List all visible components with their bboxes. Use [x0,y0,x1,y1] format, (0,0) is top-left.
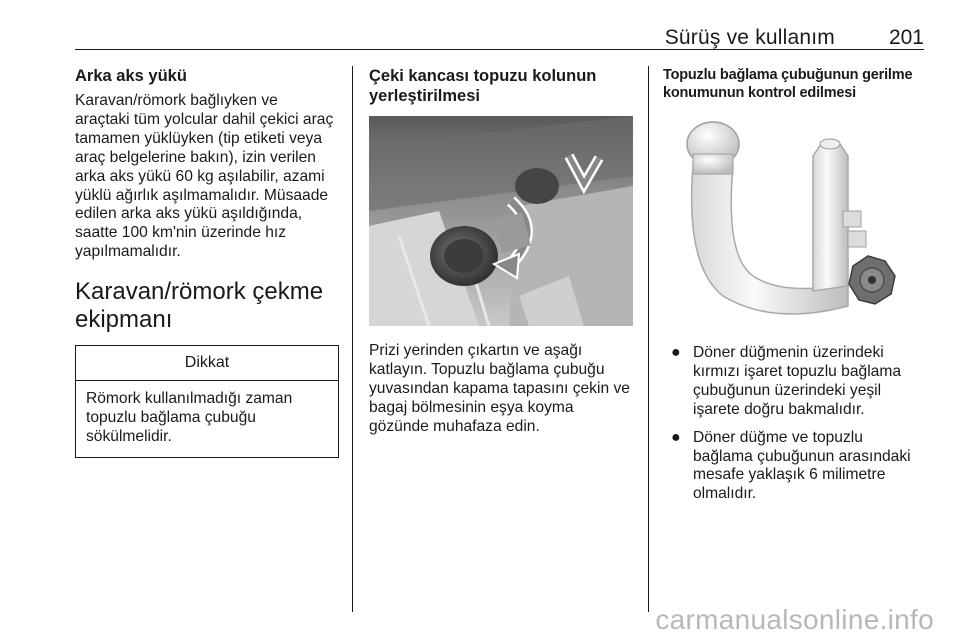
column-divider-left [352,66,353,612]
bullet-icon: ● [671,428,681,446]
bullet-icon: ● [671,344,681,361]
header-rule [75,49,924,50]
caution-notice [75,345,339,458]
column-right [663,66,927,513]
section-title: Sürüş ve kullanım [664,26,835,49]
tow-ball-bar-illustration [663,116,927,330]
column-divider-right [648,66,649,612]
watermark: carmanualsonline.info [655,604,934,635]
rear-axle-paragraph: Karavan/römork bağlıyken ve araçtaki tüm yolcular dahil çekici araç tamamen yüklüyken (tip etiketi veya araç belgelerine bakın), izin verilen arka aks yükü 60 kg aşılabilir, azami yüklü ağırlık aşılmamalıdır. Müsaade edilen arka aks yükü aşıldığında, saatte 100 km'nin üzerinde hız yapılmamalıdır. [75,92,334,261]
tension-check-heading: Topuzlu bağlama çubuğunun gerilme konumunun kontrol edilmesi [663,67,913,101]
tow-ball-photo [663,116,927,330]
tow-socket-photo [369,116,633,326]
towing-equipment-heading: Karavan/römork çekme ekipmanı [75,278,324,333]
rear-axle-heading: Arka aks yükü [75,67,187,85]
tow-ball-insert-paragraph: Prizi yerinden çıkartın ve aşağı katlayın. Topuzlu bağlama çubuğu yuvasından kapama tapasını çekin ve bagaj bölmesinin eşya koyma gözünde muhafaza edin. [369,342,630,435]
page-number: 201 [888,26,924,49]
caution-body: Römork kullanılmadığı zaman topuzlu bağlama çubuğu sökülmelidir. [86,390,293,445]
column-left [75,66,343,458]
tow-socket-illustration [369,116,633,326]
tow-ball-insert-heading: Çeki kancası topuzu kolunun yerleştirilmesi [369,67,597,105]
tension-check-list [663,344,927,504]
caution-title: Dikkat [76,346,338,381]
list-item: ● Döner düğme ve topuzlu bağlama çubuğunun arasındaki mesafe yaklaşık 6 milimetre olmalıdır. [671,428,911,503]
list-item: ● Döner düğmenin üzerindeki kırmızı işaret topuzlu bağlama çubuğunun üzerindeki yeşil işarete doğru bakmalıdır. [671,344,902,418]
column-middle [369,66,633,437]
